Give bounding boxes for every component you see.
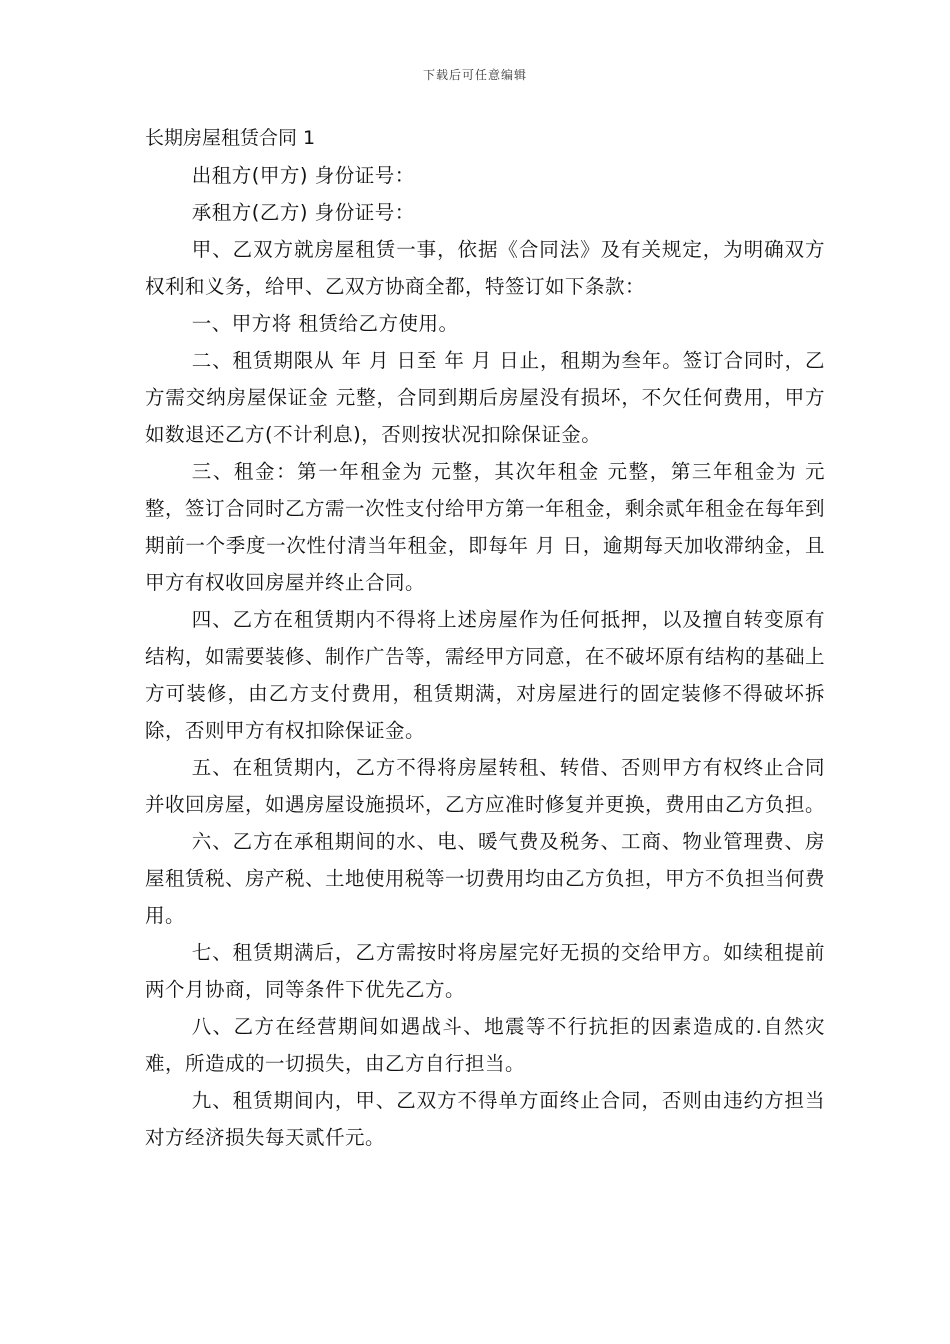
header-note: 下载后可任意编辑 [422, 68, 527, 82]
clause-2: 二、租赁期限从 年 月 日至 年 月 日止，租期为叁年。签订合同时，乙方需交纳房屋保证金 元整，合同到期后房屋没有损坏，不欠任何费用，甲方如数退还乙方(不计利息)，否则按状况扣除保证金。 [145, 349, 825, 446]
clause-6: 六、乙方在承租期间的水、电、暖气费及税务、工商、物业管理费、房屋租赁税、房产税、土地使用税等一切费用均由乙方负担，甲方不负担当何费用。 [145, 830, 826, 927]
party-b-line: 承租方(乙方) 身份证号： [191, 201, 415, 224]
clause-7: 七、租赁期满后，乙方需按时将房屋完好无损的交给甲方。如续租提前两个月协商，同等条件下优先乙方。 [145, 941, 825, 1001]
preamble-paragraph: 甲、乙双方就房屋租赁一事，依据《合同法》及有关规定，为明确双方权利和义务，给甲、乙双方协商全都，特签订如下条款： [145, 238, 825, 298]
clause-1: 一、甲方将 租赁给乙方使用。 [191, 312, 459, 335]
document-body [145, 120, 825, 1156]
party-a-line: 出租方(甲方) 身份证号： [191, 164, 415, 187]
clause-4: 四、乙方在租赁期内不得将上述房屋作为任何抵押，以及擅自转变原有结构，如需要装修、制作广告等，需经甲方同意，在不破坏原有结构的基础上方可装修，由乙方支付费用，租赁期满，对房屋进行的固定装修不得破坏拆除，否则甲方有权扣除保证金。 [145, 608, 826, 742]
clause-3: 三、租金：第一年租金为 元整，其次年租金 元整，第三年租金为 元整，签订合同时乙方需一次性支付给甲方第一年租金，剩余贰年租金在每年到期前一个季度一次性付清当年租金，即每年 月 日，逾期每天加收滞纳金，且甲方有权收回房屋并终止合同。 [145, 460, 826, 594]
clause-8: 八、乙方在经营期间如遇战斗、地震等不行抗拒的因素造成的.自然灾难，所造成的一切损失，由乙方自行担当。 [145, 1015, 825, 1075]
clause-5: 五、在租赁期内，乙方不得将房屋转租、转借、否则甲方有权终止合同并收回房屋，如遇房屋设施损坏，乙方应准时修复并更换，费用由乙方负担。 [145, 756, 826, 816]
clause-9: 九、租赁期间内，甲、乙双方不得单方面终止合同，否则由违约方担当对方经济损失每天贰仟元。 [145, 1089, 825, 1149]
document-title: 长期房屋租赁合同 1 [145, 127, 316, 149]
